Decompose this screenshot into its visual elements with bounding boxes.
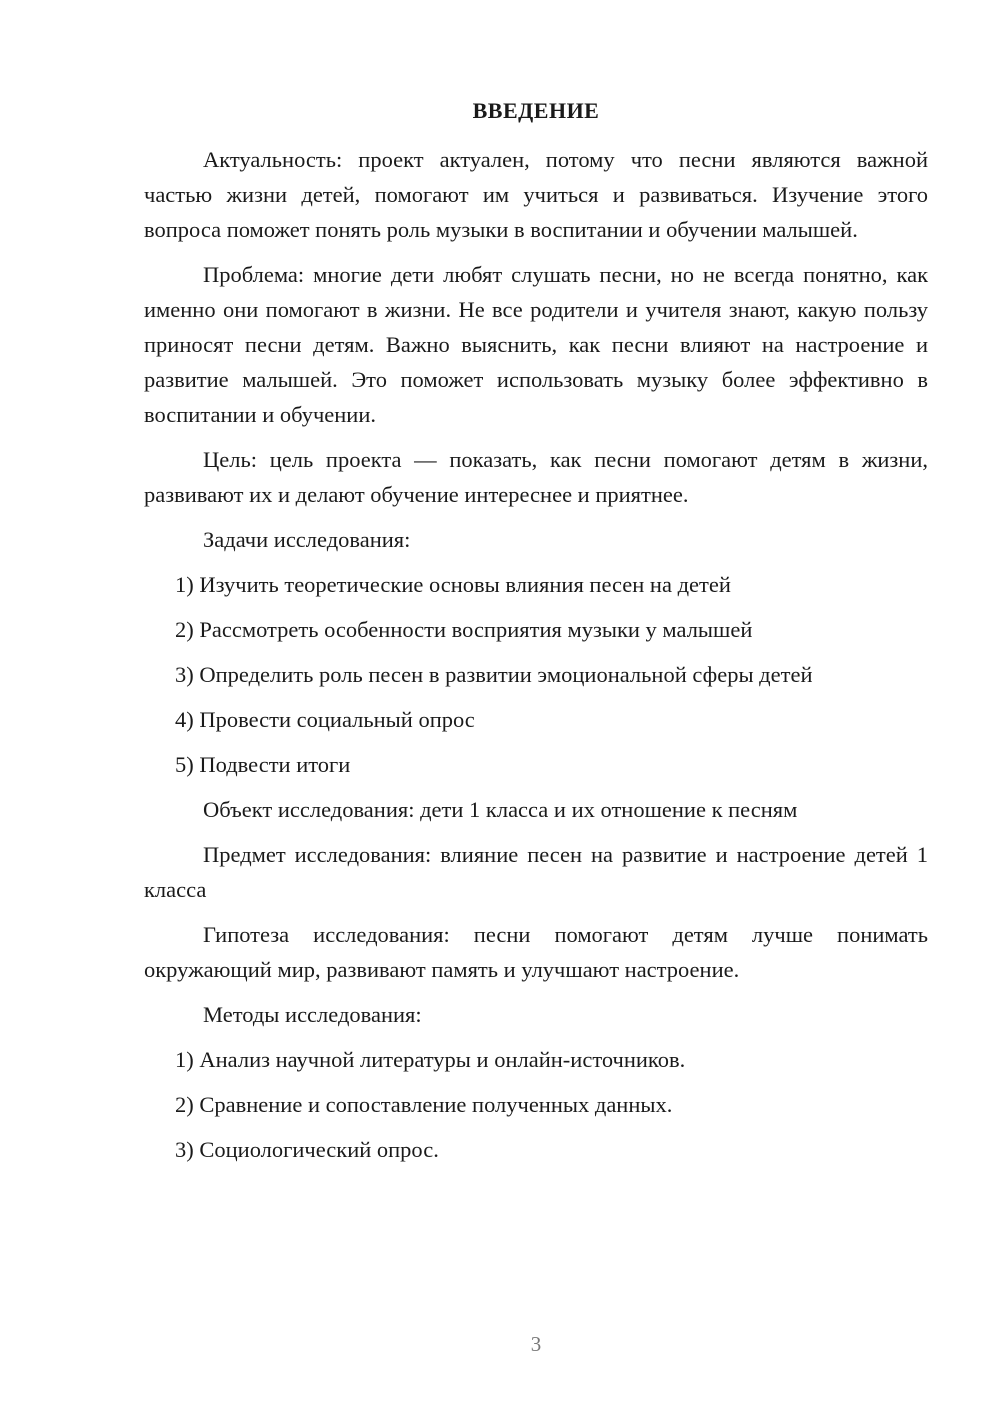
- goal-paragraph: Цель: цель проекта — показать, как песни помогают детям в жизни, развивают их и делают обучение интереснее и приятнее.: [144, 447, 928, 507]
- list-item: 2) Сравнение и сопоставление полученных данных.: [175, 1092, 673, 1117]
- problem-paragraph: Проблема: многие дети любят слушать песни, но не всегда понятно, как именно они помогают в жизни. Не все родители и учителя знают, какую пользу приносят песни детям. Важно выяснить, как песни влияют на настроение и развитие малышей. Это поможет использовать музыку более эффективно в воспитании и обучении.: [144, 262, 928, 427]
- tasks-list: [144, 567, 928, 782]
- list-item: 2) Рассмотреть особенности восприятия музыки у малышей: [175, 617, 753, 642]
- list-item: 4) Провести социальный опрос: [175, 707, 475, 732]
- methods-list: [144, 1042, 928, 1167]
- list-item: 1) Изучить теоретические основы влияния песен на детей: [175, 572, 731, 597]
- hypothesis-paragraph: Гипотеза исследования: песни помогают детям лучше понимать окружающий мир, развивают память и улучшают настроение.: [144, 922, 928, 982]
- page-number: 3: [530, 1332, 542, 1356]
- list-item: 3) Определить роль песен в развитии эмоциональной сферы детей: [175, 662, 813, 687]
- document-body: [144, 142, 928, 1177]
- subject-paragraph: Предмет исследования: влияние песен на развитие и настроение детей 1 класса: [144, 842, 928, 902]
- list-item: 1) Анализ научной литературы и онлайн-источников.: [175, 1047, 686, 1072]
- page-title: ВВЕДЕНИЕ: [472, 98, 600, 123]
- object-paragraph: Объект исследования: дети 1 класса и их отношение к песням: [203, 797, 798, 822]
- tasks-heading: Задачи исследования:: [203, 527, 411, 552]
- list-item: 5) Подвести итоги: [175, 752, 351, 777]
- methods-heading: Методы исследования:: [203, 1002, 422, 1027]
- list-item: 3) Социологический опрос.: [175, 1137, 439, 1162]
- relevance-paragraph: Актуальность: проект актуален, потому что песни являются важной частью жизни детей, помогают им учиться и развиваться. Изучение этого вопроса поможет понять роль музыки в воспитании и обучении малышей.: [144, 147, 928, 242]
